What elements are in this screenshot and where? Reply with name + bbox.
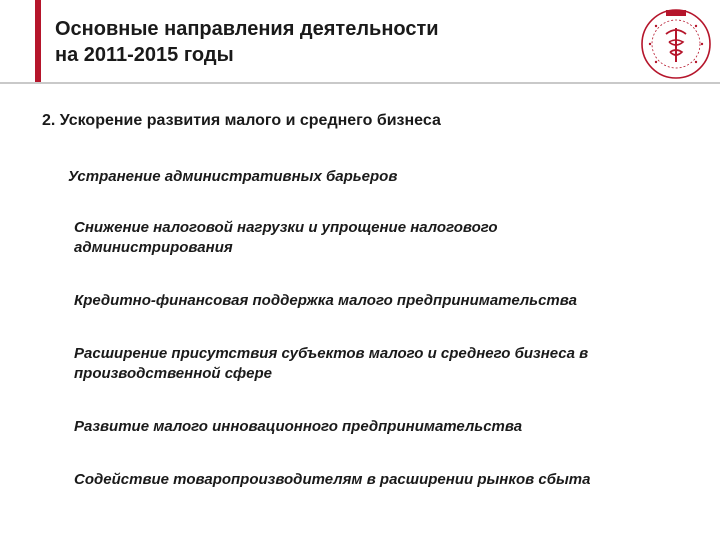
- section-heading: 2. Ускорение развития малого и среднего бизнеса: [42, 112, 441, 129]
- list-item-text: Содействие товаропроизводителям в расширении рынков сбыта: [74, 471, 591, 488]
- list-item-text: Снижение налоговой нагрузки и упрощение налогового: [74, 219, 498, 236]
- emblem-icon: [636, 4, 716, 84]
- list-item: [74, 344, 588, 384]
- header-accent-bar: [35, 0, 41, 82]
- list-item: [74, 417, 522, 437]
- slide-title-line-2: на 2011-2015 годы: [55, 44, 234, 66]
- list-item: [68, 167, 397, 187]
- list-item: [74, 218, 498, 258]
- slide-title-line-1: Основные направления деятельности: [55, 18, 439, 40]
- list-item-text: Развитие малого инновационного предпринимательства: [74, 418, 523, 435]
- list-item-text: производственной сфере: [74, 365, 273, 382]
- list-item: [74, 291, 577, 311]
- list-item-text: Кредитно-финансовая поддержка малого предпринимательства: [74, 292, 577, 309]
- list-item-text: Расширение присутствия субъектов малого и среднего бизнеса в: [74, 345, 589, 362]
- slide-title: [55, 16, 595, 68]
- header-divider: [0, 82, 720, 84]
- list-item-text: администрирования: [74, 239, 233, 256]
- list-item-text: Устранение административных барьеров: [68, 168, 398, 185]
- list-item: [74, 470, 590, 490]
